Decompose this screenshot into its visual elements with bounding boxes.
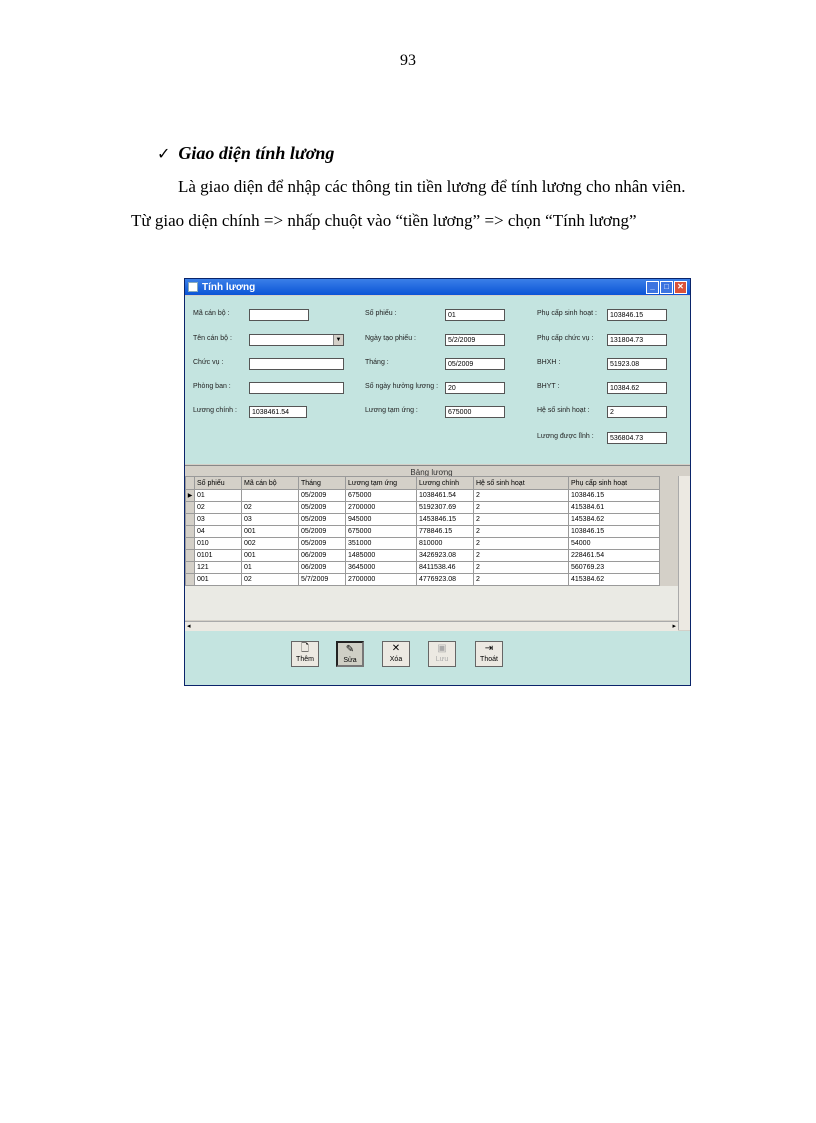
table-cell[interactable]: 415384.62	[569, 574, 660, 586]
table-cell[interactable]: 351000	[346, 538, 417, 550]
column-header[interactable]: Lương chính	[417, 477, 474, 490]
table-row[interactable]	[186, 550, 660, 562]
table-row[interactable]	[186, 490, 660, 502]
luong-duoc-linh-input[interactable]: 536804.73	[607, 432, 667, 444]
table-cell[interactable]: 5192307.69	[417, 502, 474, 514]
table-cell[interactable]: 02	[195, 502, 242, 514]
table-cell[interactable]: 05/2009	[299, 502, 346, 514]
chuc-vu-label: Chức vụ :	[193, 359, 224, 366]
phu-cap-sinh-hoat-label: Phụ cấp sinh hoạt :	[537, 310, 597, 317]
table-cell[interactable]: 3645000	[346, 562, 417, 574]
maximize-icon[interactable]: □	[660, 281, 673, 294]
intro-paragraph: Là giao diện để nhập các thông tin tiền lương để tính lương cho nhân viên.	[178, 177, 686, 196]
horizontal-scrollbar[interactable]	[185, 621, 678, 631]
table-cell[interactable]: 02	[242, 502, 299, 514]
table-cell[interactable]: 103846.15	[569, 526, 660, 538]
table-cell[interactable]: 945000	[346, 514, 417, 526]
table-cell[interactable]: 103846.15	[569, 490, 660, 502]
table-cell[interactable]: 05/2009	[299, 538, 346, 550]
row-selector[interactable]	[186, 502, 195, 514]
column-header[interactable]: Phụ cấp sinh hoạt	[569, 477, 660, 490]
bhyt-input[interactable]: 10384.62	[607, 382, 667, 394]
table-cell[interactable]: 2	[474, 562, 569, 574]
table-cell[interactable]: 675000	[346, 490, 417, 502]
table-cell[interactable]: 2	[474, 490, 569, 502]
close-icon[interactable]: ✕	[674, 281, 687, 294]
chuc-vu-input[interactable]	[249, 358, 344, 370]
table-cell[interactable]: 01	[242, 562, 299, 574]
table-row[interactable]	[186, 514, 660, 526]
table-cell[interactable]: 2	[474, 574, 569, 586]
ten-can-bo-select[interactable]	[249, 334, 344, 346]
table-cell[interactable]: 06/2009	[299, 550, 346, 562]
table-cell[interactable]: 5/7/2009	[299, 574, 346, 586]
phu-cap-chuc-vu-label: Phụ cấp chức vụ :	[537, 335, 594, 342]
add-button[interactable]	[291, 641, 319, 667]
salary-grid[interactable]	[185, 465, 690, 631]
ngay-tao-phieu-label: Ngày tạo phiếu :	[365, 335, 416, 342]
table-cell[interactable]: 228461.54	[569, 550, 660, 562]
ma-can-bo-label: Mã cán bộ :	[193, 310, 230, 317]
save-button[interactable]	[428, 641, 456, 667]
luong-chinh-input[interactable]: 1038461.54	[249, 406, 307, 418]
bhyt-label: BHYT :	[537, 383, 560, 390]
table-cell[interactable]: 415384.61	[569, 502, 660, 514]
table-cell[interactable]: 1038461.54	[417, 490, 474, 502]
table-cell[interactable]: 002	[242, 538, 299, 550]
save-icon: ▣	[437, 643, 447, 654]
table-cell[interactable]: 121	[195, 562, 242, 574]
table-cell[interactable]: 03	[195, 514, 242, 526]
so-phieu-input[interactable]: 01	[445, 309, 505, 321]
table-cell[interactable]	[242, 490, 299, 502]
column-header[interactable]: Lương tạm ứng	[346, 477, 417, 490]
so-ngay-huong-luong-label: Số ngày hưởng lương :	[365, 383, 439, 390]
delete-icon: ✕	[391, 643, 401, 654]
table-cell[interactable]: 8411538.46	[417, 562, 474, 574]
he-so-sinh-hoat-label: Hệ số sinh hoạt :	[537, 407, 590, 414]
salary-table[interactable]	[185, 476, 660, 586]
table-row[interactable]	[186, 574, 660, 586]
phu-cap-chuc-vu-input[interactable]: 131804.73	[607, 334, 667, 346]
exit-button[interactable]	[475, 641, 503, 667]
table-cell[interactable]: 001	[195, 574, 242, 586]
table-cell[interactable]: 560769.23	[569, 562, 660, 574]
column-header[interactable]: Số phiếu	[195, 477, 242, 490]
new-document-icon: 🗋	[300, 643, 310, 654]
add-button-label: Thêm	[296, 656, 314, 663]
table-cell[interactable]: 4776923.08	[417, 574, 474, 586]
table-cell[interactable]: 1453846.15	[417, 514, 474, 526]
table-cell[interactable]: 2700000	[346, 502, 417, 514]
scroll-right-icon[interactable]: ▸	[672, 623, 676, 630]
bhxh-label: BHXH :	[537, 359, 561, 366]
table-row[interactable]	[186, 526, 660, 538]
table-cell[interactable]: 2	[474, 550, 569, 562]
app-icon	[188, 282, 198, 292]
table-cell[interactable]: 001	[242, 526, 299, 538]
column-header[interactable]: Hệ số sinh hoạt	[474, 477, 569, 490]
so-ngay-huong-luong-input[interactable]: 20	[445, 382, 505, 394]
table-row[interactable]	[186, 502, 660, 514]
page-number: 93	[400, 52, 416, 69]
luong-chinh-label: Lương chính :	[193, 407, 237, 414]
table-cell[interactable]: 54000	[569, 538, 660, 550]
row-selector[interactable]	[186, 574, 195, 586]
table-cell[interactable]: 04	[195, 526, 242, 538]
minimize-icon[interactable]: _	[646, 281, 659, 294]
grid-empty-area	[185, 586, 678, 620]
table-cell[interactable]: 0101	[195, 550, 242, 562]
grid-caption: Bảng lương	[410, 468, 453, 477]
ngay-tao-phieu-input[interactable]: 5/2/2009	[445, 334, 505, 346]
table-cell[interactable]: 145384.62	[569, 514, 660, 526]
delete-button[interactable]	[382, 641, 410, 667]
save-button-label: Lưu	[435, 656, 449, 663]
luong-duoc-linh-label: Lương được lĩnh :	[537, 433, 594, 440]
table-row[interactable]	[186, 538, 660, 550]
table-cell[interactable]: 810000	[417, 538, 474, 550]
row-selector[interactable]	[186, 550, 195, 562]
checkmark-icon: ✓	[157, 144, 171, 163]
scroll-left-icon[interactable]: ◂	[187, 623, 191, 630]
column-header[interactable]: Tháng	[299, 477, 346, 490]
bhxh-input[interactable]: 51923.08	[607, 358, 667, 370]
heading-text: Giao diện tính lương	[178, 143, 335, 163]
window-title: Tính lương	[202, 281, 256, 293]
row-selector[interactable]	[186, 562, 195, 574]
current-row-icon: ▶	[186, 490, 195, 502]
row-selector[interactable]	[186, 514, 195, 526]
table-cell[interactable]: 2	[474, 514, 569, 526]
table-row[interactable]	[186, 562, 660, 574]
vertical-scrollbar[interactable]	[678, 476, 690, 630]
table-cell[interactable]: 01	[195, 490, 242, 502]
table-cell[interactable]: 2	[474, 538, 569, 550]
table-cell[interactable]: 010	[195, 538, 242, 550]
thang-label: Tháng :	[365, 359, 389, 366]
edit-button-label: Sửa	[343, 657, 357, 664]
instruction-paragraph: Từ giao diện chính => nhấp chuột vào “tiền lương” => chọn “Tính lương”	[131, 211, 637, 230]
table-cell[interactable]: 675000	[346, 526, 417, 538]
ten-can-bo-label: Tên cán bộ :	[193, 335, 232, 342]
table-header-row	[186, 477, 660, 490]
salary-form	[185, 296, 690, 464]
section-heading	[157, 143, 334, 164]
table-cell[interactable]: 778846.15	[417, 526, 474, 538]
table-cell[interactable]: 05/2009	[299, 526, 346, 538]
row-selector[interactable]	[186, 526, 195, 538]
action-toolbar	[185, 631, 690, 685]
table-cell[interactable]: 001	[242, 550, 299, 562]
thang-input[interactable]: 05/2009	[445, 358, 505, 370]
salary-window	[184, 278, 691, 686]
so-phieu-label: Số phiếu :	[365, 310, 397, 317]
luong-tam-ung-label: Lương tạm ứng :	[365, 407, 418, 414]
table-cell[interactable]: 03	[242, 514, 299, 526]
table-cell[interactable]: 3426923.08	[417, 550, 474, 562]
chevron-down-icon[interactable]: ▼	[333, 335, 343, 345]
table-cell[interactable]: 05/2009	[299, 490, 346, 502]
exit-icon: ⇥	[484, 643, 494, 654]
phu-cap-sinh-hoat-input[interactable]: 103846.15	[607, 309, 667, 321]
row-selector[interactable]	[186, 538, 195, 550]
row-selector-header	[186, 477, 195, 490]
delete-button-label: Xóa	[389, 656, 403, 663]
table-cell[interactable]: 02	[242, 574, 299, 586]
phong-ban-label: Phòng ban :	[193, 383, 231, 390]
he-so-sinh-hoat-input[interactable]: 2	[607, 406, 667, 418]
table-cell[interactable]: 2	[474, 502, 569, 514]
column-header[interactable]: Mã cán bộ	[242, 477, 299, 490]
table-cell[interactable]: 2700000	[346, 574, 417, 586]
phong-ban-input[interactable]	[249, 382, 344, 394]
edit-icon: ✎	[345, 644, 355, 655]
ma-can-bo-input[interactable]	[249, 309, 309, 321]
exit-button-label: Thoát	[480, 656, 498, 663]
edit-button[interactable]	[336, 641, 364, 667]
luong-tam-ung-input[interactable]: 675000	[445, 406, 505, 418]
table-cell[interactable]: 05/2009	[299, 514, 346, 526]
table-cell[interactable]: 06/2009	[299, 562, 346, 574]
table-cell[interactable]: 1485000	[346, 550, 417, 562]
window-titlebar[interactable]	[185, 279, 690, 295]
table-cell[interactable]: 2	[474, 526, 569, 538]
